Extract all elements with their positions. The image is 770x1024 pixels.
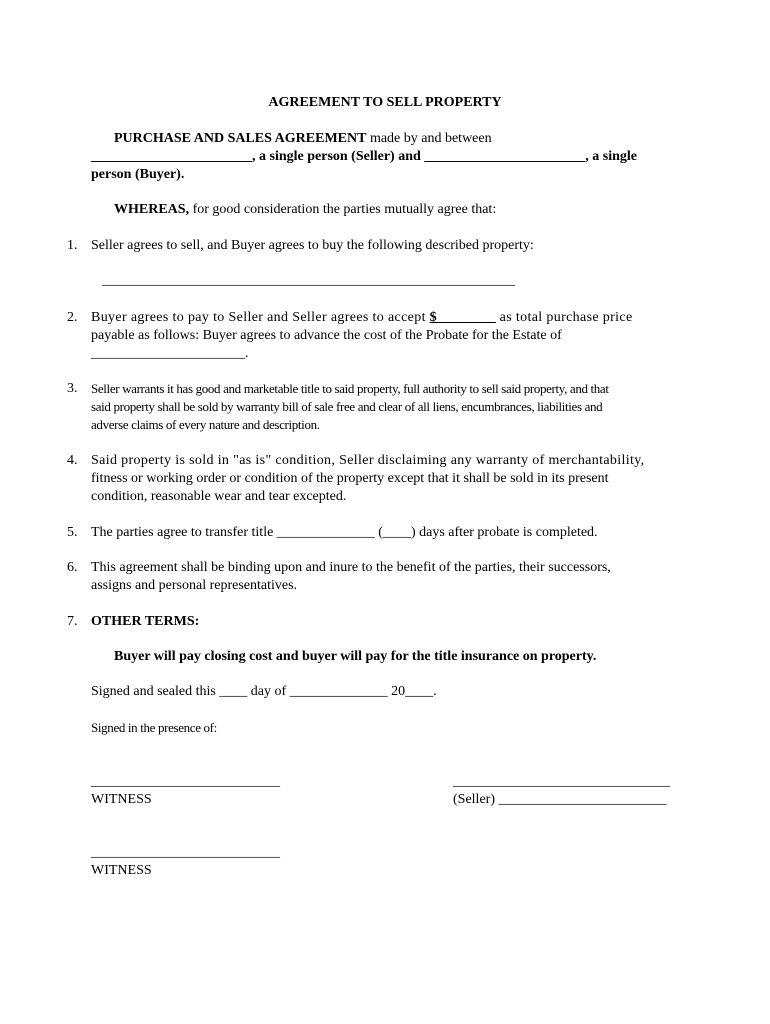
clause-4-line-2: fitness or working order or condition of the property except that it shall be sold in its present — [91, 471, 609, 486]
seller-label: (Seller) ________________________ — [453, 792, 667, 807]
purchase-price-amount: $________ — [429, 310, 496, 325]
intro-line-2 — [91, 148, 637, 166]
witness-1-label: WITNESS — [91, 792, 152, 807]
clause-6-line-1: This agreement shall be binding upon and inure to the benefit of the parties, their successors, — [91, 560, 611, 575]
clause-2-line-1a: Buyer agrees to pay to Seller and Seller agrees to accept — [91, 310, 430, 325]
witness-2-label: WITNESS — [91, 863, 152, 878]
clause-6-line-2: assigns and personal representatives. — [91, 578, 298, 593]
clause-5-number: 5. — [67, 525, 78, 540]
intro-line-2-end: , a single — [585, 149, 638, 164]
whereas-bold: WHEREAS, — [114, 202, 190, 217]
clause-2-number: 2. — [67, 310, 78, 325]
buyer-name-blank: _______________________ — [424, 149, 586, 164]
clause-5-text: The parties agree to transfer title ______________ (____) days after probate is completed. — [91, 525, 598, 540]
clause-3-number: 3. — [67, 381, 78, 396]
signed-sealed-line: Signed and sealed this ____ day of ______________ 20____. — [91, 684, 437, 699]
intro-line-2-mid: , a single person (Seller) and — [252, 149, 425, 164]
clause-2-line-1b: as total purchase price — [495, 310, 633, 325]
seller-name-blank: _______________________ — [91, 149, 252, 164]
property-description-blank: ___________________________________________________________ — [102, 273, 515, 288]
signed-presence-line: Signed in the presence of: — [91, 720, 217, 735]
intro-lead-bold: PURCHASE AND SALES AGREEMENT — [114, 131, 367, 146]
intro-line-1 — [114, 130, 492, 148]
clause-6-number: 6. — [67, 560, 78, 575]
clause-4-number: 4. — [67, 453, 78, 468]
clause-7-number: 7. — [67, 614, 78, 629]
other-terms-text: Buyer will pay closing cost and buyer will pay for the title insurance on property. — [114, 649, 597, 664]
clause-4-line-3: condition, reasonable wear and tear excepted. — [91, 489, 347, 504]
other-terms-heading: OTHER TERMS: — [91, 614, 200, 629]
document-title: AGREEMENT TO SELL PROPERTY — [268, 95, 502, 110]
clause-1-text: Seller agrees to sell, and Buyer agrees to buy the following described property: — [91, 238, 534, 253]
whereas-line — [114, 201, 496, 219]
clause-4-line-1: Said property is sold in "as is" condition, Seller disclaiming any warranty of merchantability, — [91, 453, 645, 468]
clause-2-line-2: payable as follows: Buyer agrees to advance the cost of the Probate for the Estate of — [91, 328, 562, 343]
seller-signature-line: _______________________________ — [453, 774, 670, 789]
whereas-rest: for good consideration the parties mutually agree that: — [189, 202, 497, 217]
clause-3-line-3: adverse claims of every nature and description. — [91, 417, 320, 432]
witness-1-signature-line: ___________________________ — [91, 774, 280, 789]
clause-2-line-3: ______________________. — [91, 346, 249, 361]
witness-2-signature-line: ___________________________ — [91, 845, 280, 860]
clause-3-line-1: Seller warrants it has good and marketable title to said property, full authority to sell said property, and that — [91, 381, 609, 396]
clause-2-line-1 — [91, 309, 691, 327]
clause-3-line-2: said property shall be sold by warranty bill of sale free and clear of all liens, encumbrances, liabilities and — [91, 399, 603, 414]
intro-lead-rest: made by and between — [366, 131, 492, 146]
intro-line-3: person (Buyer). — [91, 167, 185, 182]
clause-1-number: 1. — [67, 238, 78, 253]
